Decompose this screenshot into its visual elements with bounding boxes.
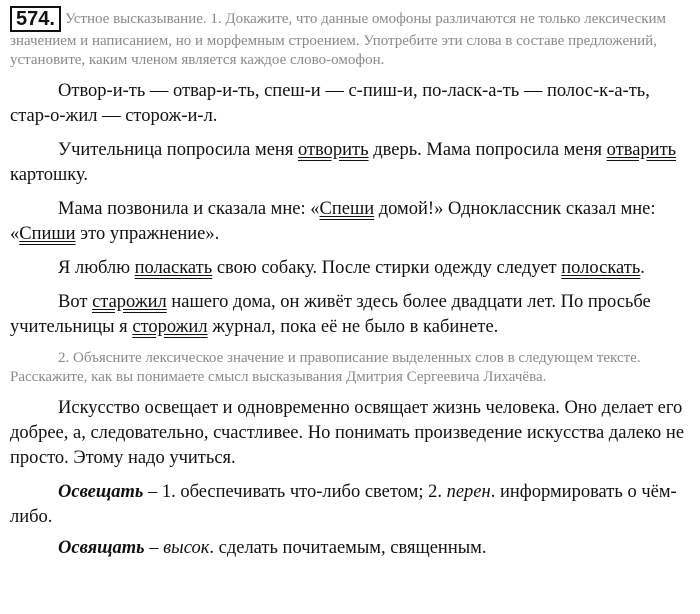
text: домой!» Одноклассник сказал мне: « <box>10 199 656 244</box>
word-spishi: Спиши <box>19 224 76 244</box>
term-osveshchat: Освещать <box>58 482 144 502</box>
text: нашего дома, он живёт здесь более двадцати лет. По просьбе учительницы я <box>10 292 651 337</box>
definition-osvyashchat <box>10 536 690 561</box>
word-speshi: Спеши <box>319 199 375 219</box>
word-starozhil: старожил <box>92 292 167 312</box>
sentence-4 <box>10 290 690 340</box>
sentence-3 <box>10 256 690 281</box>
text: это упражнение». <box>75 224 220 244</box>
text: . <box>640 258 645 278</box>
mark-vysok: высок <box>163 538 210 558</box>
word-otvarit: отварить <box>606 140 677 160</box>
text: – 1. обеспечивать что-либо светом; 2. <box>143 482 447 502</box>
word-poloskat: полоскать <box>561 258 641 278</box>
text: . информировать о чём-либо. <box>10 482 677 527</box>
text: – <box>144 538 164 558</box>
task-1 <box>10 6 686 70</box>
text: Я люблю <box>58 258 135 278</box>
text: . сделать почитаемым, священным. <box>209 538 487 558</box>
task-2: 2. Объясните лексическое значение и правописание выделенных слов в следующем тексте. Расскажите, как вы понимаете смысл высказывания Дмитрия Сергеевича Лихачёва. <box>10 350 641 385</box>
task-1-text: Устное высказывание. 1. Докажите, что данные омофоны различаются не только лексическим значением и написанием, но и морфемным строением. Употребите эти слова в составе предложений, установите, каким членом является каждое слово-омофон. <box>10 11 667 68</box>
text: картошку. <box>10 165 89 185</box>
text: дверь. Мама попросила меня <box>368 140 607 160</box>
text: Учительница попросила меня <box>58 140 298 160</box>
likhachev-quote: Искусство освещает и одновременно освящает жизнь человека. Оно делает его добрее, а, следовательно, счастливее. Но понимать произведение искусства далеко не просто. Этому надо учиться. <box>10 398 685 468</box>
sentence-2 <box>10 197 690 247</box>
word-storozhil: сторожил <box>132 317 208 337</box>
word-otvorit: отворить <box>297 140 369 160</box>
morpheme-pairs: Отвор-и-ть — отвар-и-ть, спеш-и — с-пиш-и, по-ласк-а-ть — полос-к-а-ть, стар-о-жил — сторож-и-л. <box>10 81 650 126</box>
exercise-number: 574. <box>10 6 61 32</box>
mark-peren: перен <box>446 482 491 502</box>
sentence-1 <box>10 138 690 188</box>
word-polaskat: поласкать <box>134 258 213 278</box>
text: Вот <box>58 292 93 312</box>
text: Мама позвонила и сказала мне: « <box>58 199 320 219</box>
text: журнал, пока её не было в кабинете. <box>207 317 499 337</box>
text: свою собаку. После стирки одежду следует <box>212 258 562 278</box>
definition-osveshchat <box>10 480 690 530</box>
term-osvyashchat: Освящать <box>58 538 145 558</box>
